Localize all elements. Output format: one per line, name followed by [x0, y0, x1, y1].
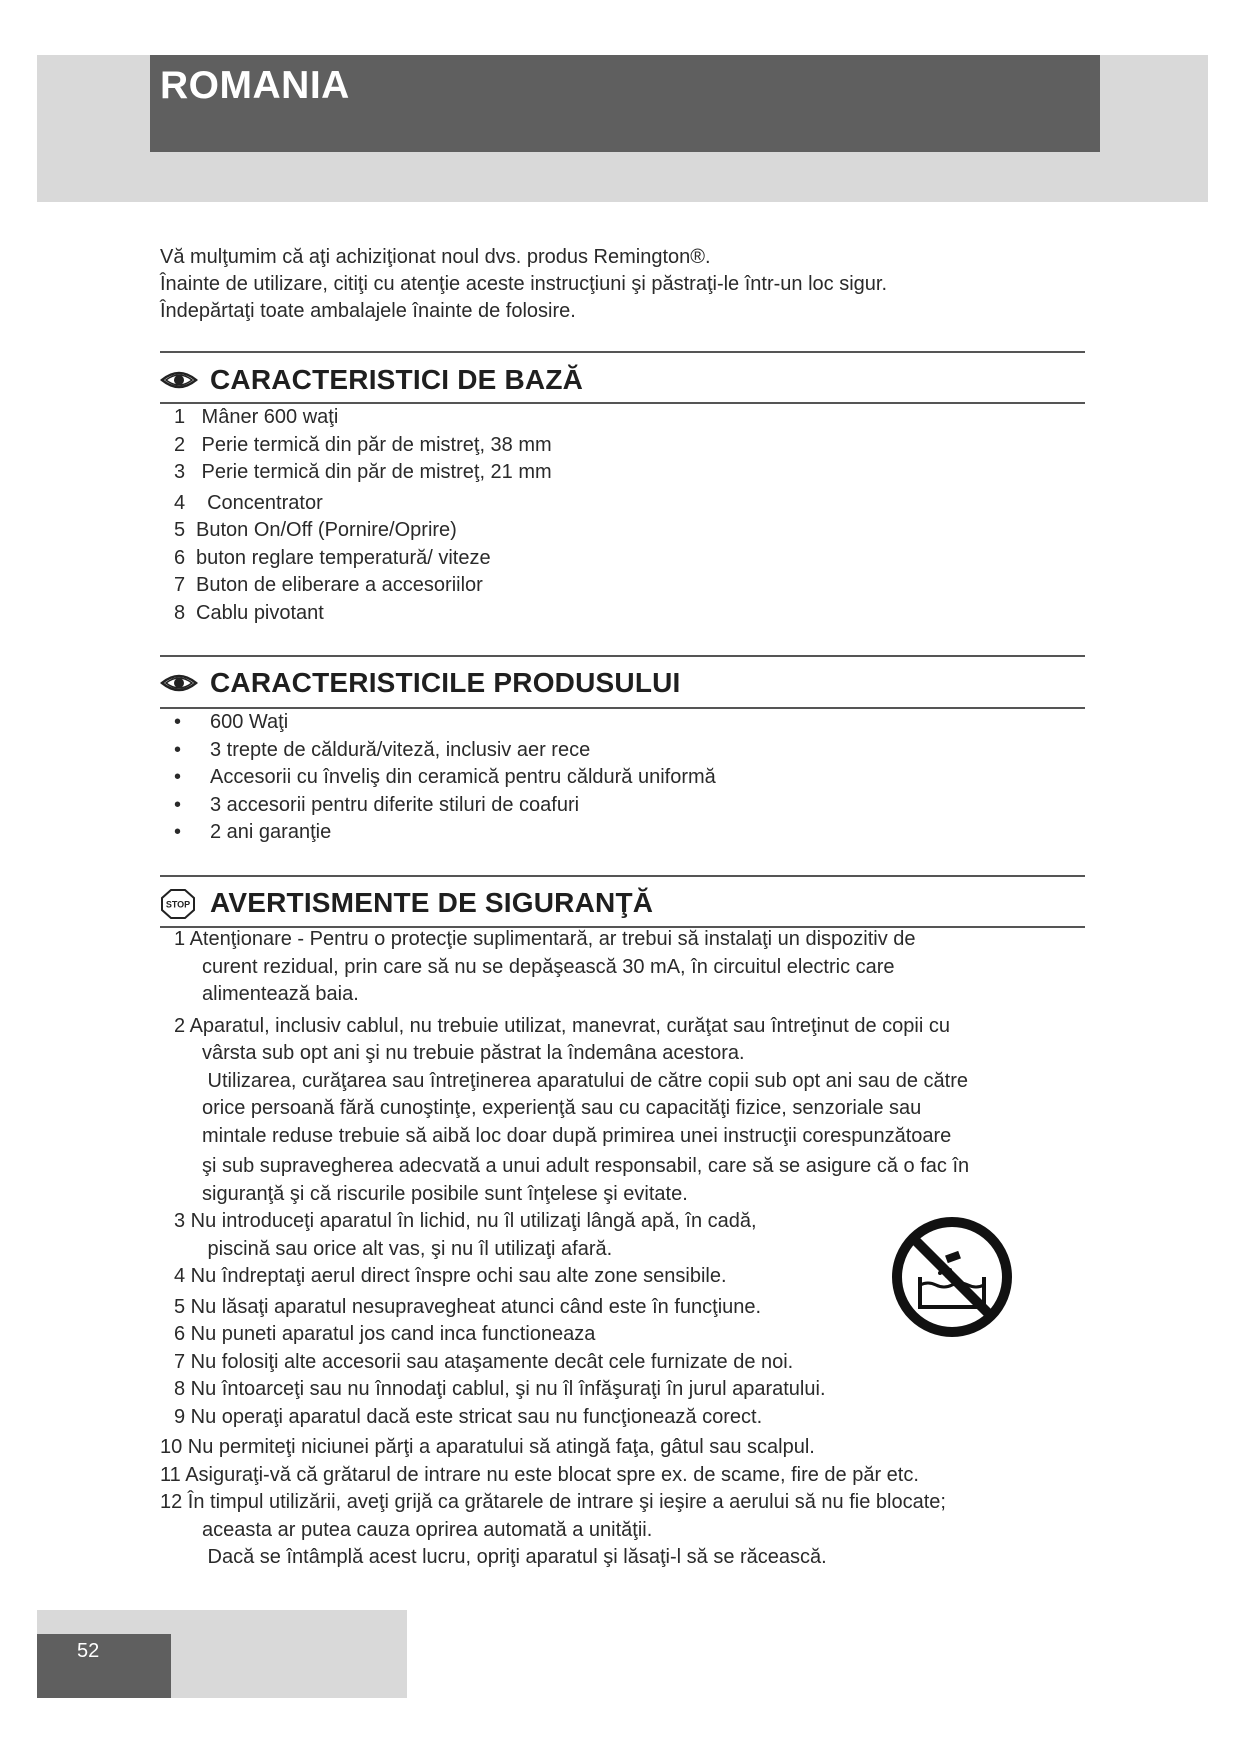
list-item: 4 Nu îndreptaţi aerul direct înspre ochi sau alte zone sensibile. [174, 1265, 727, 1287]
list-item: 2 Aparatul, inclusiv cablul, nu trebuie utilizat, manevrat, curăţat sau întreţinut de copii cu vârsta sub opt ani şi nu trebuie păstrat la îndemâna acestora. Utilizarea, curăţarea sau întreţinerea aparatului de către copii sub opt ani sau de către orice persoană fără cunoştinţe, experienţă sau cu capacităţi fizice, senzoriale sau mintale reduse trebuie să aibă loc doar după primirea unei instrucţii corespunzătoare şi sub supravegherea adecvată a unui adult responsabil, care să se asigure că o fac în siguranţă şi că riscurile posibile sunt înţelese şi evitate. [174, 1014, 970, 1205]
intro-line: Înainte de utilizare, citiţi cu atenţie aceste instrucţiuni şi păstraţi-le într-un loc sigur. [160, 273, 888, 295]
list-item: • 3 accesorii pentru diferite stiluri de coafuri [174, 793, 580, 816]
section-title: AVERTISMENTE DE SIGURANŢĂ [210, 887, 654, 918]
list-item: 8 Cablu pivotant [174, 601, 324, 624]
page-title: ROMANIA [160, 64, 350, 107]
product-features-list [174, 709, 716, 847]
section-divider [160, 655, 1085, 657]
list-item: 4 Concentrator [174, 491, 323, 514]
list-item: 3 Perie termică din păr de mistreţ, 21 mm [174, 461, 552, 483]
section-title: CARACTERISTICILE PRODUSULUI [210, 667, 681, 698]
intro-line: Vă mulţumim că aţi achiziţionat noul dvs. produs Remington®. [160, 246, 711, 268]
section-header-safety-warnings [160, 878, 653, 928]
list-item: • Accesorii cu înveliş din ceramică pentru căldură uniformă [174, 766, 716, 788]
list-item: 1 Mâner 600 waţi [174, 406, 339, 428]
list-item: • 3 trepte de căldură/viteză, inclusiv aer rece [174, 738, 591, 761]
basic-features-list [174, 404, 552, 627]
list-item: 1 Atenţionare - Pentru o protecţie suplimentară, ar trebui să instalaţi un dispozitiv de curent rezidual, prin care să nu se depăşească 30 mA, în circuitul electric care alimentează baia. [174, 928, 916, 1005]
footer-box [37, 1634, 171, 1698]
list-item: 5 Nu lăsaţi aparatul nesupravegheat atunci când este în funcţiune. [174, 1295, 762, 1318]
list-item: 2 Perie termică din păr de mistreţ, 38 mm [174, 433, 552, 456]
page-number: 52 [77, 1640, 100, 1662]
list-item: 12 În timpul utilizării, aveţi grijă ca grătarele de intrare şi ieşire a aerului să nu fie blocate; aceasta ar putea cauza oprirea automată a unităţii. Dacă se întâmplă acest lucru, opriţi aparatul şi lăsaţi-l să se răcească. [160, 1491, 946, 1568]
svg-text:STOP: STOP [165, 899, 191, 910]
intro-line: Îndepărtaţi toate ambalajele înainte de folosire. [160, 300, 576, 322]
list-item: 7 Nu folosiţi alte accesorii sau ataşamente decât cele furnizate de noi. [174, 1350, 794, 1373]
list-item: 7 Buton de eliberare a accesoriilor [174, 574, 483, 596]
no-water-bath-icon [890, 1215, 1014, 1339]
list-item: 3 Nu introduceţi aparatul în lichid, nu îl utilizaţi lângă apă, în cadă, piscină sau orice alt vas, şi nu îl utilizaţi afară. [174, 1210, 757, 1260]
section-divider [160, 875, 1085, 877]
list-item: 6 Nu puneti aparatul jos cand inca functioneaza [174, 1323, 596, 1345]
section-title: CARACTERISTICI DE BAZĂ [210, 364, 584, 395]
list-item: • 2 ani garanţie [174, 821, 332, 843]
eye-icon [160, 668, 198, 698]
list-item: 9 Nu operaţi aparatul dacă este stricat sau nu funcţionează corect. [174, 1405, 763, 1428]
list-item: 6 buton reglare temperatură/ viteze [174, 546, 491, 569]
eye-icon [160, 365, 198, 395]
section-header-basic-features [160, 355, 583, 405]
section-divider [160, 351, 1085, 353]
list-item: 5 Buton On/Off (Pornire/Oprire) [174, 519, 457, 541]
list-item: • 600 Waţi [174, 711, 289, 733]
list-item: 8 Nu întoarceţi sau nu înnodaţi cablul, şi nu îl înfăşuraţi în jurul aparatului. [174, 1378, 826, 1400]
intro-text [160, 244, 1160, 325]
stop-icon [160, 888, 198, 918]
list-item: 11 Asiguraţi-vă că grătarul de intrare nu este blocat spre ex. de scame, fire de păr etc. [160, 1463, 919, 1486]
section-header-product-features [160, 658, 681, 708]
list-item: 10 Nu permiteţi niciunei părţi a aparatului să atingă faţa, gâtul sau scalpul. [160, 1436, 815, 1458]
